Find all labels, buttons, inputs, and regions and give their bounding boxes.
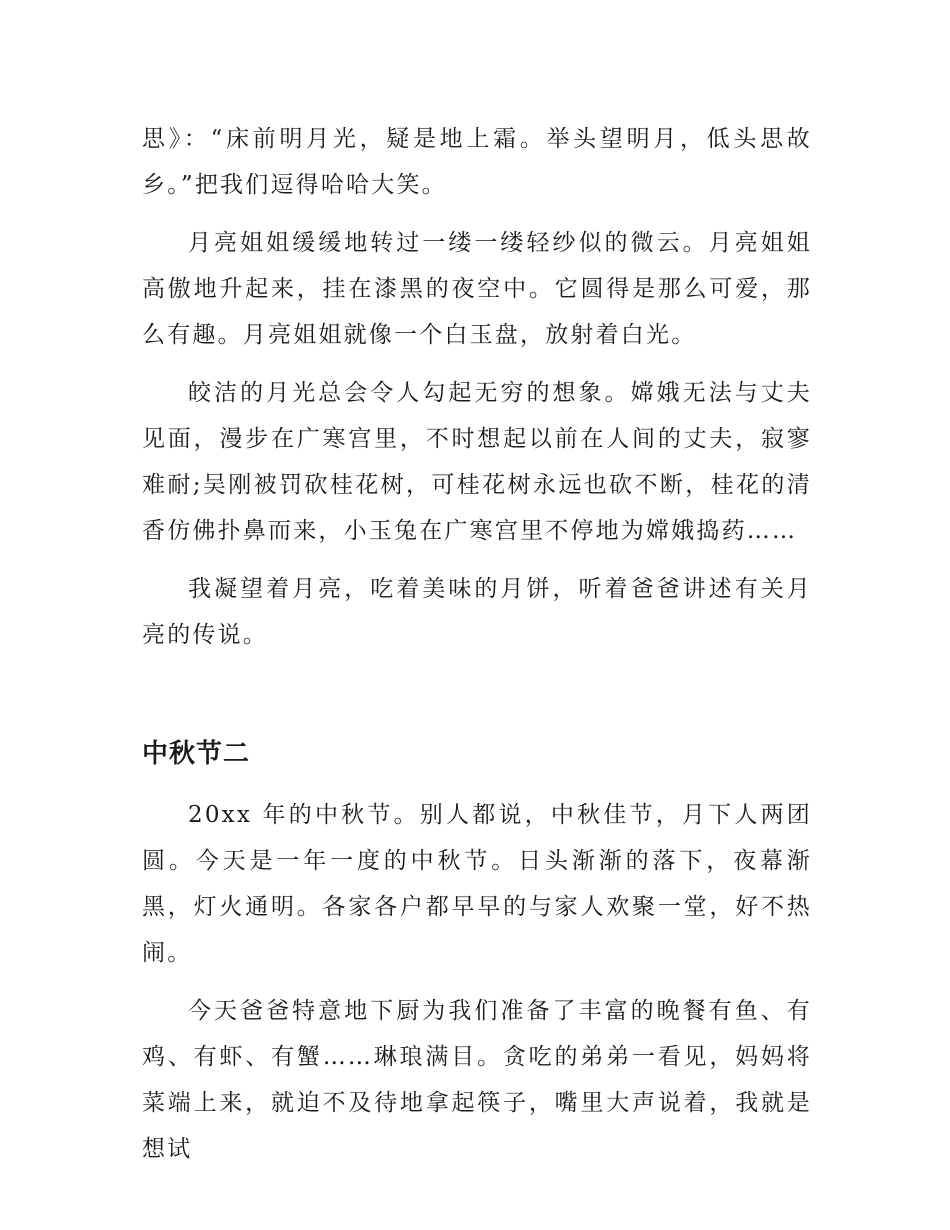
- paragraph-continued-poem: 思》：“床前明月光，疑是地上霜。举头望明月，低头思故乡。”把我们逗得哈哈大笑。: [142, 126, 812, 198]
- section-title: 中秋节二: [142, 739, 251, 769]
- paragraph-moon-legends: 皎洁的月光总会令人勾起无穷的想象。嫦娥无法与丈夫见面，漫步在广寒宫里，不时想起以前在人间的丈夫，寂寥难耐;吴刚被罚砍桂花树，可桂花树永远也砍不断，桂花的清香仿佛扑鼻而来，小玉兔在广寒宫里不停地为嫦娥捣药……: [142, 380, 812, 544]
- document-page: [142, 116, 812, 1172]
- paragraph-dinner: 今天爸爸特意地下厨为我们准备了丰富的晚餐有鱼、有鸡、有虾、有蟹……琳琅满目。贪吃的弟弟一看见，妈妈将菜端上来，就迫不及待地拿起筷子，嘴里大声说着，我就是想试: [142, 998, 812, 1162]
- paragraph-moon-rising: 月亮姐姐缓缓地转过一缕一缕轻纱似的微云。月亮姐姐高傲地升起来，挂在漆黑的夜空中。它圆得是那么可爱，那么有趣。月亮姐姐就像一个白玉盘，放射着白光。: [142, 230, 812, 348]
- paragraph-mid-autumn-day: 20xx 年的中秋节。别人都说，中秋佳节，月下人两团圆。今天是一年一度的中秋节。日头渐渐的落下，夜幕渐黑，灯火通明。各家各户都早早的与家人欢聚一堂，好不热闹。: [142, 802, 812, 966]
- paragraph-gazing-moon: 我凝望着月亮，吃着美味的月饼，听着爸爸讲述有关月亮的传说。: [142, 576, 812, 648]
